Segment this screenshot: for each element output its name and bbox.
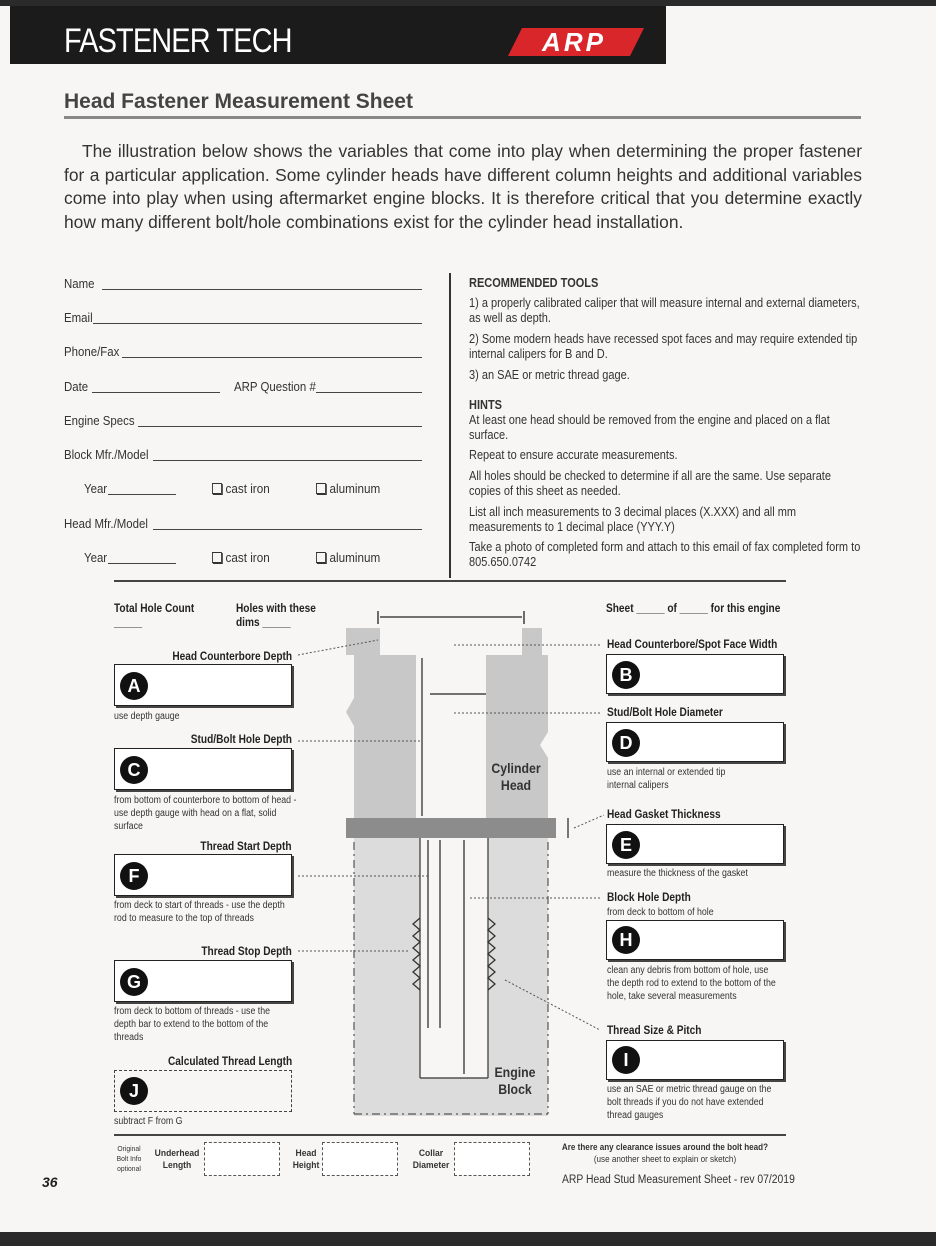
a-note: use depth gauge [114, 711, 180, 722]
cast-iron-text: cast iron [225, 481, 270, 496]
underhead-input[interactable] [204, 1142, 280, 1176]
h-badge: H [612, 926, 640, 954]
hint-item: Repeat to ensure accurate measurements. [469, 448, 678, 462]
aluminum-text: aluminum [329, 550, 381, 565]
tools-heading: RECOMMENDED TOOLS [469, 276, 599, 290]
h-note: clean any debris from bottom of hole, use the depth rod to extend to the bottom of the hole, take several measurements [607, 965, 776, 1002]
h-sub: from deck to bottom of hole [607, 907, 714, 918]
footer-rule [114, 1134, 786, 1136]
cast-iron-text: cast iron [225, 550, 270, 565]
holes-with-dims-label: Holes with these dims _____ [236, 603, 316, 629]
question-label: ARP Question # [234, 379, 316, 394]
e-badge: E [612, 831, 640, 859]
tool-item: 3) an SAE or metric thread gage. [469, 368, 630, 382]
brand-title: FASTENER TECH [64, 22, 292, 60]
d-label: Stud/Bolt Hole Diameter [607, 707, 723, 719]
collar-input[interactable] [454, 1142, 530, 1176]
bolt-hole [416, 698, 486, 818]
j-label: Calculated Thread Length [167, 1056, 292, 1068]
head-height-input[interactable] [322, 1142, 398, 1176]
hint-item: All holes should be checked to determine if all are the same. Use separate copies of this sheet as needed. [469, 469, 831, 498]
head-gasket [346, 818, 556, 838]
g-badge: G [120, 968, 148, 996]
c-badge: C [120, 756, 148, 784]
underhead-label: Underhead Length [154, 1148, 200, 1171]
f-label: Thread Start Depth [200, 841, 292, 853]
intro-paragraph: The illustration below shows the variables that come into play when determining the proper fastener for a particular application. Some cylinder heads have different column heights and additional variables come into play when using aftermarket engine blocks. It is therefore critical that you determine exactly how many different bolt/hole combinations exist for the cylinder head installation. [64, 141, 862, 232]
e-note: measure the thickness of the gasket [607, 868, 748, 879]
h-label: Block Hole Depth [607, 892, 691, 904]
hints-heading: HINTS [469, 398, 502, 412]
phone-label: Phone/Fax [64, 344, 120, 359]
g-label: Thread Stop Depth [201, 946, 292, 958]
clearance-note: (use another sheet to explain or sketch) [593, 1154, 737, 1164]
block-label: Block Mfr./Model [64, 447, 149, 462]
head-height-label: Head Height [292, 1148, 320, 1171]
a-badge: A [120, 672, 148, 700]
hint-item: List all inch measurements to 3 decimal places (X.XXX) and all mm measurements to 1 decimal place (YYY.Y) [469, 505, 797, 534]
cylinder-head-label: Cylinder Head [491, 760, 541, 793]
revision-label: ARP Head Stud Measurement Sheet - rev 07/2019 [562, 1174, 795, 1186]
a-label: Head Counterbore Depth [172, 651, 292, 663]
d-badge: D [612, 729, 640, 757]
head-year-label: Year [84, 550, 108, 565]
page-number: 36 [42, 1174, 58, 1190]
total-hole-count-label: Total Hole Count _____ [114, 603, 195, 629]
page-title: Head Fastener Measurement Sheet [64, 90, 413, 113]
block-year-label: Year [84, 481, 108, 496]
b-label: Head Counterbore/Spot Face Width [607, 639, 778, 651]
i-label: Thread Size & Pitch [607, 1025, 702, 1037]
original-label: Original Bolt Info optional [116, 1144, 142, 1173]
clearance-question: Are there any clearance issues around the bolt head? [561, 1142, 769, 1152]
name-label: Name [64, 276, 95, 291]
e-label: Head Gasket Thickness [607, 809, 721, 821]
aluminum-text: aluminum [329, 481, 381, 496]
f-note: from deck to start of threads - use the depth rod to measure to the top of threads [114, 900, 285, 924]
i-note: use an SAE or metric thread gauge on the bolt threads if you do not have extended thread gauges [607, 1084, 772, 1121]
hint-item: Take a photo of completed form and attach to this email of fax completed form to 805.650.0742 [469, 540, 861, 569]
j-badge: J [120, 1077, 148, 1105]
collar-label: Collar Diameter [412, 1148, 450, 1171]
sheet-count-label: Sheet _____ of _____ for this engine [606, 603, 781, 615]
hint-item: At least one head should be removed from the engine and placed on a flat surface. [469, 413, 830, 442]
email-label: Email [64, 310, 93, 325]
c-note: from bottom of counterbore to bottom of head - use depth gauge with head on a flat, solid surface [114, 795, 297, 832]
i-badge: I [612, 1046, 640, 1074]
c-label: Stud/Bolt Hole Depth [190, 734, 292, 746]
head-label: Head Mfr./Model [64, 516, 148, 531]
d-note: use an internal or extended tip internal calipers [607, 767, 726, 791]
date-label: Date [64, 379, 89, 394]
engine-specs-label: Engine Specs [64, 413, 135, 428]
head-left-wall [346, 628, 416, 818]
logo-text: ARP [542, 27, 606, 57]
b-badge: B [612, 661, 640, 689]
block-hole [420, 838, 488, 1078]
engine-block-label: Engine Block [494, 1064, 536, 1097]
f-badge: F [120, 862, 148, 890]
tool-item: 1) a properly calibrated caliper that will measure internal and external diameters, as well as depth. [469, 296, 860, 325]
g-note: from deck to bottom of threads - use the depth bar to extend to the bottom of the threads [114, 1006, 271, 1043]
j-note: subtract F from G [114, 1116, 183, 1127]
bottom-edge [0, 1232, 936, 1246]
tool-item: 2) Some modern heads have recessed spot faces and may require extended tip internal calipers for B and D. [469, 332, 858, 361]
